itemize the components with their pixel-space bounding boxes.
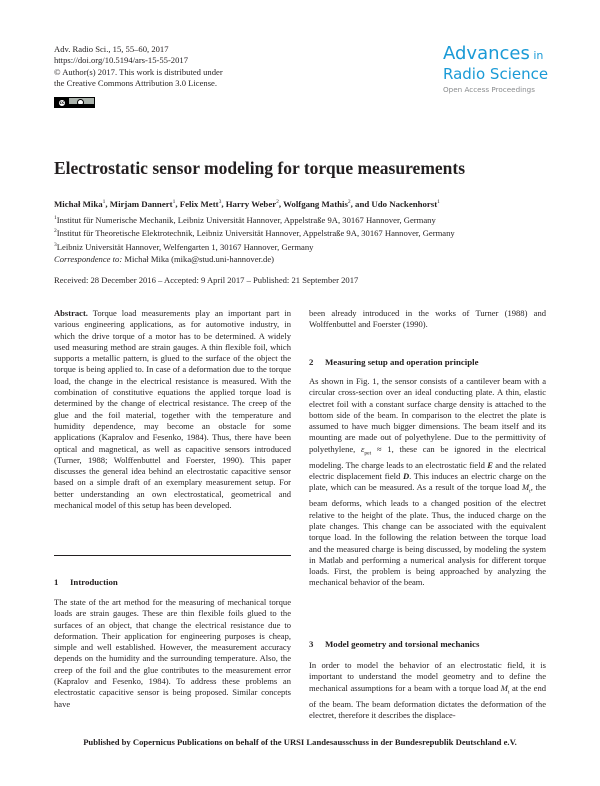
abstract [54,308,291,511]
abstract-text: Torque load measurements play an important part in various engineering applications, as for automotive industry, in which the drive torque of a motor has to be determined. A widely used measuring method are strain gauges. A thin flexible foil, which supports a metallic pattern, is glued to the surface of the object the torque is being applied to. In case of a deformation due to the torque load, the change in the electrical resistance is measured. With the combination of constitutive equations the applied torque load is determined by the change of electrical resistance. The creep of the glue and the foil material, together with the temperature and humidity dependence, may become an obstacle for some applications (Kapralov and Fesenko, 1984). Thus, there have been optical and magnetical, as well as capacitive sensors introduced (Turner, 1988; Wolffenbuttel and Foerster, 1990). This paper discusses the general idea behind an electrostatic capacitive sensor based on a simple draft of an exemplary measurement setup. For better understanding an own electrostatical, geometrical and mechanical model of this setup has been developed. [54,308,291,511]
author-affiliation-ref: 1 [437,199,440,205]
abstract-divider [54,555,291,556]
author-name: Harry Weber [225,199,277,209]
creative-commons-by-icon[interactable] [54,97,95,108]
abstract-label: Abstract. [54,308,88,318]
publisher-footer: Published by Copernicus Publications on behalf of the URSI Landesausschuss in der Bundesrepublik Deutschland e.V. [83,737,517,747]
section-1-body: The state of the art method for the measuring of mechanical torque loads are strain gauges. These are thin flexible foils glued to the surfaces of an object, that change the electrical resistance due to deformation. Their application for engineering purposes is cheap, simple and well established. However, the measurement accuracy depends on the humidity and the surrounding temperature. Also, the creep of the foil and the glue contributes to the measurement error (Kapralov and Fesenko, 1984). To address these problems an electrostatic capacitive sensor is being proposed. Similar concepts have [54,597,291,709]
author-affiliation-ref: 2 [347,199,351,205]
correspondence [54,254,274,264]
affiliation: $^2$Institut für Theoretische Elektrotechnik, Leibniz Universität Hannover, Appelstraße 9A, 30167 Hannover, Germany [54,228,455,239]
section-2-body: As shown in Fig. 1, the sensor consists of a cantilever beam with a circular cross-section over an ideal conducting plate. A thin, elastic electret foil with a constant surface charge density is attached to the bottom side of the beam. In comparison to the electret the plate is assumed to have much bigger dimensions. The beam itself and its mounting are made out of polyethylene. Due to the permittivity of polyethylene, $\varepsilon_{pet} \approx 1$, these can be ignored in the electrical modeling. The charge leads to an electrostatic field E and the related electric displacement field D. This induces an electric charge on the plate, which can be measured. As a result of the torque load $M_t$, the beam deforms, which leads to a changed position of the electret relative to the height of the plate. Thus, the induced charge on the plate changes. This change can be associated with the equivalent torque load. In the following the relation between the torque load and the measured charge is being discussed, by modeling the system in Matlab and performing a numerical analysis for different torque loads. First, the problem is being approached by analyzing the mechanical behavior of the beam. [309,376,546,588]
author-affiliation-ref: 1 [102,199,106,205]
section-3-heading: 3 Model geometry and torsional mechanics [309,639,480,649]
author-affiliation-ref: 2 [276,199,279,205]
doi-link[interactable]: https://doi.org/10.5194/ars-15-55-2017 [54,55,188,66]
author-name: Mirjam Dannert [109,199,173,209]
author-name: Michał Mika [54,199,103,209]
correspondence-label: Correspondence to: [54,254,123,264]
author-name: Felix Mett [179,199,219,209]
logo-advances: Advances [443,43,530,64]
affiliation: $^1$Institut für Numerische Mechanik, Leibniz Universität Hannover, Appelstraße 9A, 30167 Hannover, Germany [54,215,436,225]
logo-radio-science: Radio Science [443,65,549,83]
author-affiliation-ref: 3 [218,199,222,205]
citation: Adv. Radio Sci., 15, 55–60, 2017 [54,44,169,54]
author-name: Udo Nackenhorst [371,199,438,209]
section-1-heading: 1 Introduction [54,577,118,587]
cc-logo-icon: cc [55,98,69,107]
logo-in: in [529,49,544,62]
section-2-heading: 2 Measuring setup and operation principle [309,357,479,367]
author-name: Wolfgang Mathis [283,199,348,209]
affiliations [54,213,455,253]
paper-title: Electrostatic sensor modeling for torque measurements [54,158,466,178]
journal-meta [54,44,223,90]
journal-logo [443,44,548,95]
correspondence-contact[interactable]: Michał Mika (mika@stud.uni-hannover.de) [122,254,275,264]
author-list: Michał Mika$^1$, Mirjam Dannert$^1$, Felix Mett$^3$, Harry Weber$^2$, Wolfgang Mathis$^2$, and Udo Nackenhorst$^1$ [54,199,440,209]
license-line-1: © Author(s) 2017. This work is distributed under [54,66,223,77]
section-1-continuation: been already introduced in the works of Turner (1988) and Wolffenbuttel and Foerster (1990). [309,308,546,330]
logo-subtitle: Open Access Proceedings [443,85,535,94]
author-affiliation-ref: 1 [172,199,176,205]
license-line-2: the Creative Commons Attribution 3.0 License. [54,78,218,89]
section-3-body: In order to model the behavior of an electrostatic field, it is important to understand the model geometry and to define the mechanical assumptions for a beam with a torque load $M_t$ at the end of the beam. The beam deformation dictates the deformation of the electret, therefore it describes the displace- [309,660,546,720]
affiliation: $^3$Leibniz Universität Hannover, Welfengarten 1, 30167 Hannover, Germany [54,241,314,252]
publication-dates: Received: 28 December 2016 – Accepted: 9 April 2017 – Published: 21 September 2017 [54,275,359,285]
